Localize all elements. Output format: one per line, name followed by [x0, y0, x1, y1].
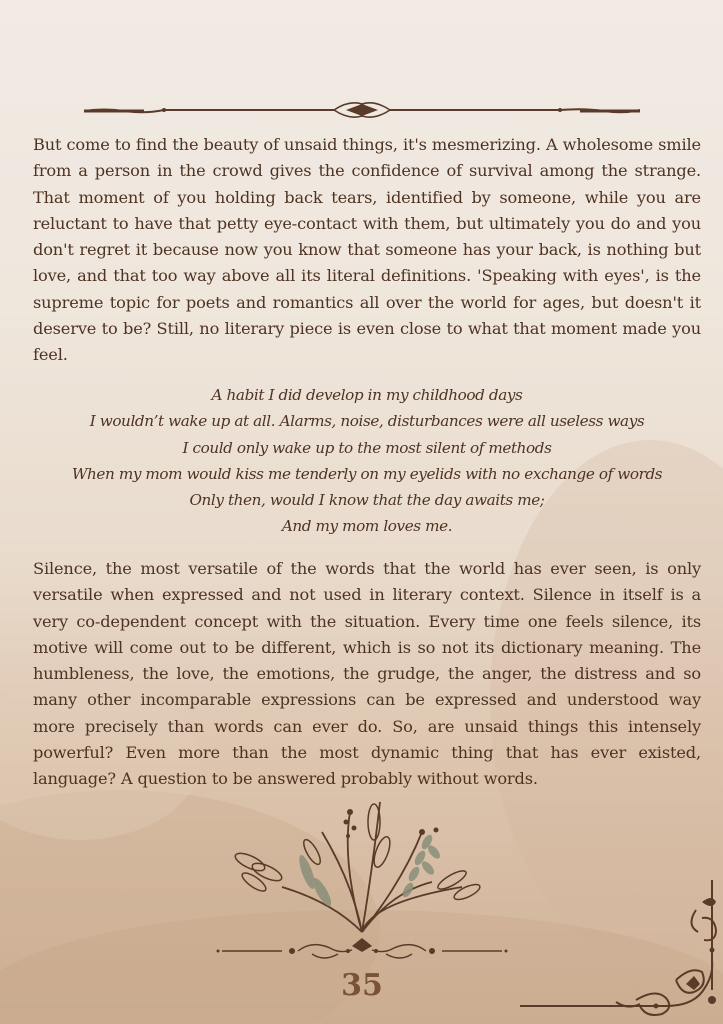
poem-line: I wouldn’t wake up at all. Alarms, noise, disturbances were all useless ways — [89, 412, 645, 431]
poem-line: Only then, would I know that the day awaits me; — [189, 491, 545, 510]
body-paragraph-2: Silence, the most versatile of the words that the world has ever seen, is only versatile when expressed and not used in literary context. Silence in itself is a very co-dependent concept with the situation. Every time one feels silence, its motive will come out to be different, which is so not its dictionary meaning. The humbleness, the love, the emotions, the grudge, the anger, the distress and so many other incomparable expressions can be expressed and understood way more precisely than words can ever do. So, are unsaid things this intensely powerful? Even more than the most dynamic thing that has ever existed, language? A question to be answered probably without words. — [33, 559, 701, 789]
poem — [33, 382, 701, 540]
poem-line: I could only wake up to the most silent of methods — [182, 438, 552, 457]
ornamental-divider-top — [84, 98, 640, 124]
corner-flourish-ornament — [516, 880, 723, 1024]
floral-bouquet-illustration — [222, 792, 502, 940]
page-number: 35 — [341, 968, 383, 1003]
ornamental-divider-bottom — [212, 936, 512, 966]
poem-line: A habit I did develop in my childhood days — [211, 386, 523, 404]
poem-line: When my mom would kiss me tenderly on my eyelids with no exchange of words — [71, 464, 663, 483]
poem-line: And my mom loves me. — [281, 517, 453, 536]
body-paragraph-1: But come to find the beauty of unsaid things, it's mesmerizing. A wholesome smile from a person in the crowd gives the confidence of survival among the strange. That moment of you holding back tears, identified by someone, while you are reluctant to have that petty eye-contact with them, but ultimately you do and you don't regret it because now you know that someone has your back, is nothing but love, and that too way above all its literal definitions. 'Speaking with eyes', is the supreme topic for poets and romantics all over the world for ages, but doesn't it deserve to be? Still, no literary piece is even close to what that moment made you feel. — [33, 135, 701, 365]
